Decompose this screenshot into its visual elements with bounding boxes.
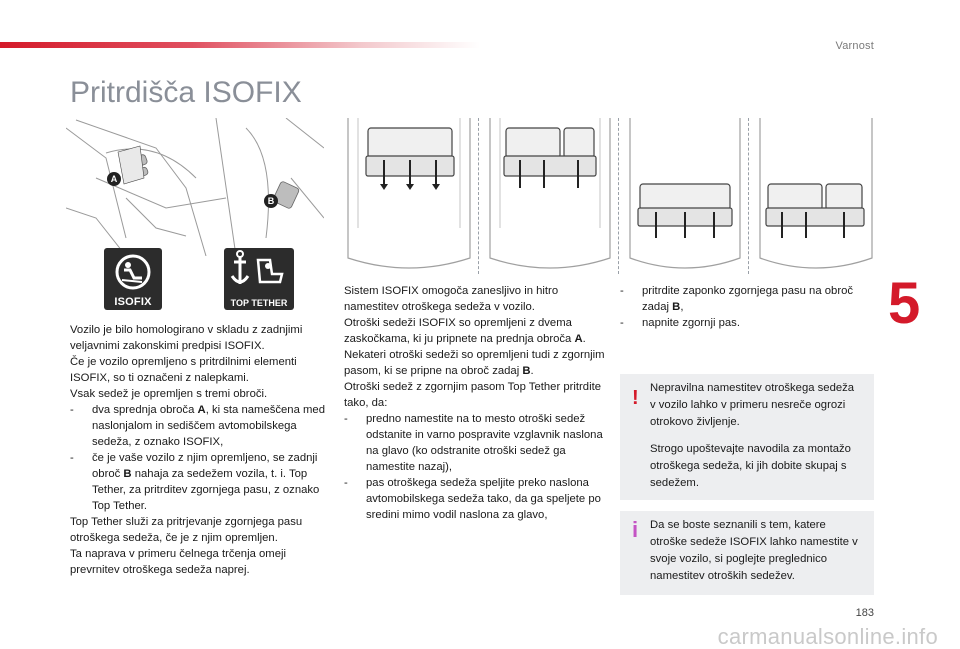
ring-b-label: B bbox=[123, 468, 132, 480]
paragraph: Top Tether služi za pritrjevanje zgornjega pasu otroškega sedeža, če je z njim opremljen. bbox=[70, 516, 303, 544]
list-item bbox=[620, 283, 876, 315]
diagram-divider bbox=[748, 118, 749, 274]
list-item bbox=[70, 450, 332, 514]
list-dash: - bbox=[620, 285, 624, 297]
warning-text: Nepravilna namestitev otroškega sedeža v vozilo lahko v primeru nesreče ogrozi otrokovo življenje. bbox=[650, 382, 855, 428]
page-number: 183 bbox=[855, 607, 874, 619]
list-item bbox=[344, 411, 606, 475]
paragraph bbox=[344, 315, 606, 347]
list-dash: - bbox=[344, 413, 348, 425]
paragraph bbox=[344, 347, 606, 379]
paragraph: Ta naprava v primeru čelnega trčenja omeji prevrnitev otroškega sedeža naprej. bbox=[70, 548, 287, 576]
isofix-anchor-illustration bbox=[66, 118, 324, 256]
paragraph-text: . bbox=[582, 333, 586, 345]
list-dash: - bbox=[70, 404, 74, 416]
top-tether-badge bbox=[224, 248, 294, 310]
car-diagram-third-row-split bbox=[756, 118, 876, 274]
warning-text: Strogo upoštevajte navodila za montažo otroškega sedeža, ki jih dobite skupaj s sedežem. bbox=[650, 443, 851, 489]
list-text: če je vaše vozilo z njim opremljeno, se zadnji obroč bbox=[92, 452, 318, 480]
warning-icon: ! bbox=[632, 387, 639, 409]
section-label: Varnost bbox=[835, 40, 874, 52]
car-diagram-split bbox=[486, 118, 614, 274]
marker-b: B bbox=[264, 194, 278, 208]
list-text: , bbox=[680, 301, 684, 313]
list-text: pritrdite zaponko zgornjega pasu na obroč zadaj bbox=[642, 285, 854, 313]
list-text: napnite zgornji pas. bbox=[642, 317, 740, 329]
list-text: predno namestite na to mesto otroški sedež odstanite in varno pospravite vzglavnik naslona na glavo (ko odstranite otroški sedež ga namestite nazaj), bbox=[366, 413, 603, 473]
child-seat-icon bbox=[104, 248, 162, 296]
list-text: , ki sta nameščena med naslonjalom in sediščem avtomobilskega sedeža, z oznako ISOFIX, bbox=[92, 404, 325, 448]
info-icon: i bbox=[632, 517, 639, 542]
intro-column bbox=[70, 322, 332, 578]
paragraph-text: Otroški sedeži ISOFIX so opremljeni z dvema zaskočkama, ki ju pripnete na prednja obroča bbox=[344, 317, 575, 345]
marker-a: A bbox=[107, 172, 121, 186]
ring-b-label: B bbox=[672, 301, 681, 313]
paragraph-text: . bbox=[530, 365, 534, 377]
anchor-seat-icon bbox=[224, 248, 294, 296]
paragraph: Vsak sedež je opremljen s tremi obroči. bbox=[70, 388, 268, 400]
list-dash: - bbox=[620, 317, 624, 329]
list-item bbox=[70, 402, 332, 450]
procedure-column bbox=[344, 283, 606, 523]
ring-b-label: B bbox=[522, 365, 531, 377]
top-tether-badge-label: TOP TETHER bbox=[230, 298, 288, 308]
paragraph-text: Nekateri otroški sedeži so opremljeni tudi z zgornjim pasom, ki se pripne na obroč zadaj bbox=[344, 349, 605, 377]
info-text: Da se boste seznanili s tem, katere otroške sedeže ISOFIX lahko namestite v svoje vozilo, si poglejte preglednico namestitev otroških sedežev. bbox=[650, 519, 858, 582]
list-item bbox=[344, 475, 606, 523]
list-text: pas otroškega sedeža speljite preko naslona avtomobilskega sedeža tako, da ga speljete po sredini mimo vodil naslona za glavo, bbox=[366, 477, 601, 521]
paragraph: Če je vozilo opremljeno s pritrdilnimi elementi ISOFIX, so ti označeni z nalepkami. bbox=[70, 356, 297, 384]
page-title: Pritrdišča ISOFIX bbox=[70, 76, 302, 109]
warning-note bbox=[620, 374, 874, 500]
list-text: dva sprednja obroča bbox=[92, 404, 198, 416]
list-item bbox=[620, 315, 876, 331]
car-diagram-bench bbox=[344, 118, 474, 274]
header-accent-bar bbox=[0, 42, 480, 48]
isofix-badge-label: ISOFIX bbox=[114, 296, 152, 308]
isofix-badge bbox=[104, 248, 162, 310]
car-diagram-third-row bbox=[626, 118, 744, 274]
list-dash: - bbox=[70, 452, 74, 464]
ring-a-label: A bbox=[197, 404, 206, 416]
list-text: nahaja za sedežem vozila, t. i. Top Tether, za pritrditev zgornjega pasu, z oznako Top Tether. bbox=[92, 468, 320, 512]
procedure-continued bbox=[620, 283, 876, 331]
chapter-number: 5 bbox=[888, 271, 921, 336]
info-note bbox=[620, 511, 874, 595]
list-dash: - bbox=[344, 477, 348, 489]
diagram-divider bbox=[478, 118, 479, 274]
ring-a-label: A bbox=[574, 333, 583, 345]
watermark: carmanualsonline.info bbox=[717, 624, 938, 649]
paragraph: Otroški sedež z zgornjim pasom Top Tether pritrdite tako, da: bbox=[344, 381, 602, 409]
diagram-divider bbox=[618, 118, 619, 274]
paragraph: Sistem ISOFIX omogoča zanesljivo in hitro namestitev otroškega sedeža v vozilo. bbox=[344, 285, 559, 313]
paragraph: Vozilo je bilo homologirano v skladu z zadnjimi veljavnimi zakonskimi predpisi ISOFIX. bbox=[70, 324, 303, 352]
